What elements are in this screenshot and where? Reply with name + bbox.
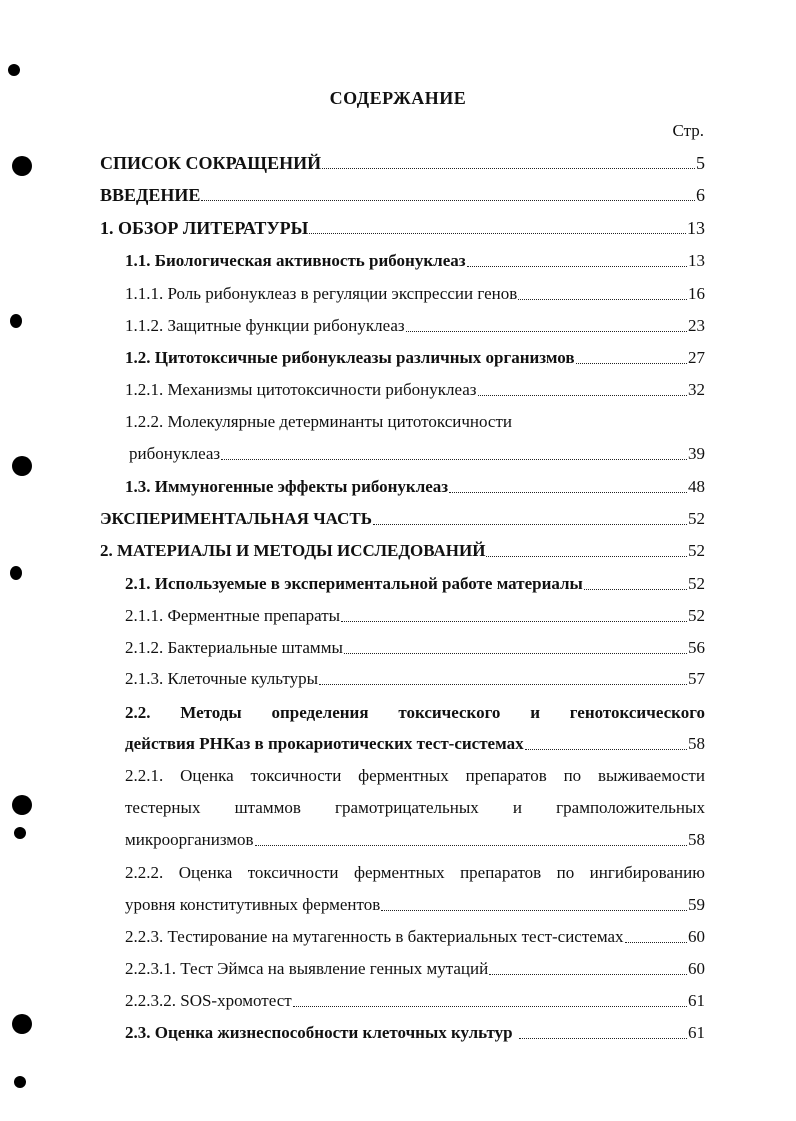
- toc-entry-page: 52: [688, 606, 705, 625]
- toc-leader-dots: [221, 459, 687, 460]
- toc-entry-page: 59: [688, 895, 705, 914]
- toc-entry-title: 1. ОБЗОР ЛИТЕРАТУРЫ: [100, 218, 309, 238]
- toc-entry-page: 52: [688, 541, 705, 560]
- toc-entry-page: 61: [688, 1023, 705, 1042]
- toc-entry[interactable]: [125, 605, 705, 627]
- toc-entry-page: 16: [688, 284, 705, 303]
- toc-leader-dots: [406, 331, 687, 332]
- toc-entry-title-line2: рибонуклеаз: [129, 444, 221, 463]
- word: Методы: [180, 703, 242, 722]
- toc-leader-dots: [449, 492, 687, 493]
- word: 2.2.2.: [125, 863, 164, 882]
- word: ингибированию: [589, 863, 705, 882]
- toc-entry-page: 5: [696, 153, 705, 173]
- word: по: [556, 863, 575, 882]
- toc-entry[interactable]: [125, 573, 705, 595]
- toc-entry[interactable]: [125, 733, 705, 755]
- word: 2.2.: [125, 703, 151, 722]
- toc-entry[interactable]: [125, 347, 705, 369]
- word: по: [563, 766, 582, 785]
- toc-leader-dots: [319, 684, 687, 685]
- toc-entry-page: 27: [688, 348, 705, 367]
- word: штаммов: [234, 798, 301, 817]
- toc-entry-title: ЭКСПЕРИМЕНТАЛЬНАЯ ЧАСТЬ: [100, 509, 372, 528]
- toc-leader-dots: [625, 942, 687, 943]
- toc-entry-page: 13: [687, 218, 705, 238]
- word: выживаемости: [598, 766, 705, 785]
- toc-entry-page: 60: [688, 927, 705, 946]
- toc-entry-page: 61: [688, 991, 705, 1010]
- word: и: [530, 703, 540, 722]
- toc-entry[interactable]: [125, 829, 705, 851]
- word: ферментных: [353, 863, 445, 882]
- page-title: СОДЕРЖАНИЕ: [329, 88, 467, 108]
- toc-entry-title: 2.1.3. Клеточные культуры: [125, 669, 318, 688]
- word: препаратов: [465, 766, 547, 785]
- toc-entry-page: 58: [688, 830, 705, 849]
- toc-entry[interactable]: [100, 184, 705, 206]
- toc-entry-title-line2[interactable]: [125, 797, 705, 819]
- toc-entry[interactable]: [125, 476, 705, 498]
- toc-entry-title: 2. МАТЕРИАЛЫ И МЕТОДЫ ИССЛЕДОВАНИЙ: [100, 541, 486, 560]
- toc-entry-title: 2.2.3.2. SOS-хромотест: [125, 991, 292, 1010]
- word: Оценка: [178, 863, 233, 882]
- toc-entry-page: 52: [688, 509, 705, 528]
- toc-entry[interactable]: [125, 283, 705, 305]
- toc-entry-title: 1.2. Цитотоксичные рибонуклеазы различных организмов: [125, 348, 575, 367]
- toc-entry[interactable]: [125, 990, 705, 1012]
- toc-entry[interactable]: [129, 443, 705, 465]
- toc-leader-dots: [486, 556, 687, 557]
- toc-leader-dots: [201, 200, 695, 201]
- toc-entry-title-line2: действия РНКаз в прокариотических тест-системах: [125, 734, 524, 753]
- toc-entry-page: 39: [688, 444, 705, 463]
- toc-entry[interactable]: [125, 926, 705, 948]
- word: токсичности: [250, 766, 342, 785]
- toc-entry-title: 2.1. Используемые в экспериментальной работе материалы: [125, 574, 583, 593]
- toc-leader-dots: [381, 910, 687, 911]
- toc-entry-page: 60: [688, 959, 705, 978]
- word: ферментных: [358, 766, 449, 785]
- toc-entry-page: 32: [688, 380, 705, 399]
- toc-entry-title-line1[interactable]: [125, 862, 705, 884]
- toc-leader-dots: [467, 266, 687, 267]
- toc-leader-dots: [584, 589, 687, 590]
- word: определения: [271, 703, 369, 722]
- word: препаратов: [460, 863, 542, 882]
- toc-entry-title: 1.1.1. Роль рибонуклеаз в регуляции экспрессии генов: [125, 284, 518, 303]
- toc-leader-dots: [525, 749, 687, 750]
- toc-entry-page: 23: [688, 316, 705, 335]
- word: грамотрицательных: [335, 798, 479, 817]
- toc-leader-dots: [576, 363, 687, 364]
- toc-leader-dots: [519, 1038, 687, 1039]
- word: и: [512, 798, 523, 817]
- toc-entry-title: 1.3. Иммуногенные эффекты рибонуклеаз: [125, 477, 449, 496]
- toc-entry-title: СПИСОК СОКРАЩЕНИЙ: [100, 153, 322, 173]
- toc-leader-dots: [341, 621, 687, 622]
- toc-entry-page: 56: [688, 638, 705, 657]
- toc-leader-dots: [322, 168, 695, 169]
- toc-leader-dots: [373, 524, 687, 525]
- toc-entry-title: 2.2.3. Тестирование на мутагенность в бактериальных тест-системах: [125, 927, 624, 946]
- toc-entry-title: 2.3. Оценка жизнеспособности клеточных культур: [125, 1023, 513, 1042]
- toc-entry[interactable]: [100, 540, 705, 562]
- toc-entry-page: 13: [688, 251, 705, 270]
- toc-entry-title: 2.1.2. Бактериальные штаммы: [125, 638, 343, 657]
- toc-entry-title: 2.2.3.1. Тест Эймса на выявление генных мутаций: [125, 959, 489, 978]
- word: тестерных: [125, 798, 201, 817]
- word: грамположительных: [556, 798, 705, 817]
- word: Оценка: [180, 766, 234, 785]
- toc-entry[interactable]: [100, 152, 705, 174]
- toc-entry-title-line1[interactable]: [125, 765, 705, 787]
- toc-entry[interactable]: [125, 668, 705, 690]
- toc-entry-title: 1.2.1. Механизмы цитотоксичности рибонуклеаз: [125, 380, 477, 399]
- toc-entry[interactable]: [125, 1022, 705, 1044]
- word: токсичности: [247, 863, 339, 882]
- word: генотоксического: [569, 703, 705, 722]
- toc-leader-dots: [518, 299, 687, 300]
- toc-leader-dots: [293, 1006, 687, 1007]
- toc-entry-page: 57: [688, 669, 705, 688]
- page-column-label: Стр.: [672, 121, 704, 140]
- toc-entry[interactable]: [125, 894, 705, 916]
- toc-entry[interactable]: [125, 637, 705, 659]
- toc-entry[interactable]: [100, 508, 705, 530]
- word: токсического: [398, 703, 501, 722]
- toc-leader-dots: [489, 974, 687, 975]
- word: 2.2.1.: [125, 766, 164, 785]
- toc-leader-dots: [309, 233, 686, 234]
- toc-entry[interactable]: [125, 958, 705, 980]
- toc-leader-dots: [478, 395, 688, 396]
- toc-leader-dots: [255, 845, 687, 846]
- toc-entry-page: 6: [696, 185, 705, 205]
- toc-entry-title: 1.1. Биологическая активность рибонуклеаз: [125, 251, 466, 270]
- toc-entry-title-line3: микроорганизмов: [125, 830, 254, 849]
- toc-entry-title-line2: уровня конститутивных ферментов: [125, 895, 381, 914]
- toc-entry[interactable]: [100, 217, 705, 239]
- toc-entry[interactable]: [125, 250, 705, 272]
- toc-entry-title-line1[interactable]: [125, 702, 705, 724]
- toc-entry-page: 48: [688, 477, 705, 496]
- toc-entry-title: 1.1.2. Защитные функции рибонуклеаз: [125, 316, 405, 335]
- toc-entry[interactable]: [125, 315, 705, 337]
- toc-entry-title-line1[interactable]: 1.2.2. Молекулярные детерминанты цитотоксичности: [125, 412, 512, 431]
- toc-entry-page: 58: [688, 734, 705, 753]
- toc-leader-dots: [344, 653, 687, 654]
- toc-entry-title: 2.1.1. Ферментные препараты: [125, 606, 341, 625]
- toc-entry-page: 52: [688, 574, 705, 593]
- toc-entry[interactable]: [125, 379, 705, 401]
- toc-entry-title: ВВЕДЕНИЕ: [100, 185, 201, 205]
